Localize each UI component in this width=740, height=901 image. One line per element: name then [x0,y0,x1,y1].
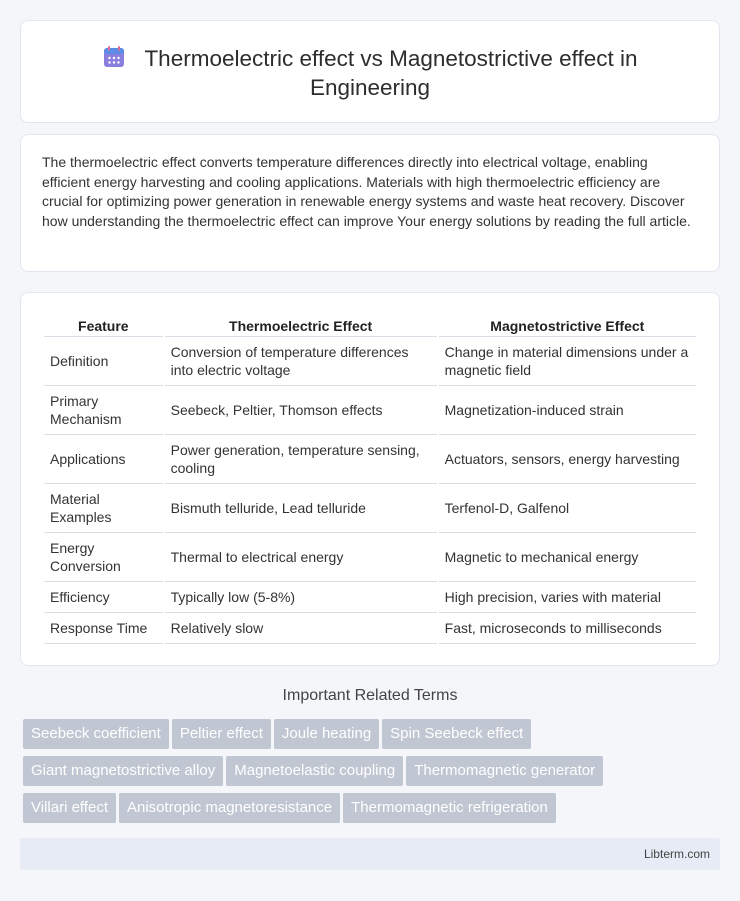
related-term-tag[interactable]: Spin Seebeck effect [382,719,531,749]
related-term-tag[interactable]: Thermomagnetic generator [406,756,603,786]
table-cell: Applications [44,435,163,484]
table-cell: Fast, microseconds to milliseconds [439,613,696,644]
table-cell: Seebeck, Peltier, Thomson effects [165,386,437,435]
column-header: Thermoelectric Effect [165,315,437,337]
related-term-tag[interactable]: Magnetoelastic coupling [226,756,403,786]
table-cell: Conversion of temperature differences into electric voltage [165,337,437,386]
table-row [44,337,696,386]
table-row [44,613,696,644]
table-cell: High precision, varies with material [439,582,696,613]
related-term-tag[interactable]: Joule heating [274,719,379,749]
footer-site-link[interactable]: Libterm.com [643,847,710,861]
table-cell: Definition [44,337,163,386]
related-terms-heading: Important Related Terms [282,687,458,704]
page-title: Thermoelectric effect vs Magnetostrictive effect in Engineering [144,46,638,100]
table-cell: Relatively slow [165,613,437,644]
comparison-table-card [20,292,720,666]
table-row [44,484,696,533]
comparison-table [42,315,698,644]
table-cell: Bismuth telluride, Lead telluride [165,484,437,533]
table-cell: Magnetic to mechanical energy [439,533,696,582]
table-cell: Efficiency [44,582,163,613]
title-card [20,20,720,123]
table-cell: Response Time [44,613,163,644]
table-row [44,435,696,484]
table-cell: Material Examples [44,484,163,533]
column-header: Magnetostrictive Effect [439,315,696,337]
related-terms-list [23,719,723,830]
table-cell: Change in material dimensions under a magnetic field [439,337,696,386]
page-title-container [21,44,719,102]
table-cell: Primary Mechanism [44,386,163,435]
table-cell: Actuators, sensors, energy harvesting [439,435,696,484]
table-cell: Energy Conversion [44,533,163,582]
calendar-icon [102,45,126,69]
column-header: Feature [44,315,163,337]
table-cell: Typically low (5-8%) [165,582,437,613]
table-row [44,582,696,613]
table-cell: Thermal to electrical energy [165,533,437,582]
related-term-tag[interactable]: Villari effect [23,793,116,823]
intro-card [20,134,720,272]
table-cell: Terfenol-D, Galfenol [439,484,696,533]
table-cell: Magnetization-induced strain [439,386,696,435]
footer [20,838,720,870]
related-term-tag[interactable]: Giant magnetostrictive alloy [23,756,223,786]
table-row [44,386,696,435]
related-term-tag[interactable]: Thermomagnetic refrigeration [343,793,556,823]
related-term-tag[interactable]: Peltier effect [172,719,271,749]
table-row [44,533,696,582]
intro-paragraph: The thermoelectric effect converts temperature differences directly into electrical voltage, enabling efficient energy harvesting and cooling applications. Materials with high thermoelectric efficiency are crucial for optimizing power generation in renewable energy systems and waste heat recovery. Discover how understanding the thermoelectric effect can improve Your energy solutions by reading the full article. [42,154,691,229]
related-term-tag[interactable]: Anisotropic magnetoresistance [119,793,340,823]
table-cell: Power generation, temperature sensing, cooling [165,435,437,484]
table-header-row [44,315,696,337]
related-term-tag[interactable]: Seebeck coefficient [23,719,169,749]
